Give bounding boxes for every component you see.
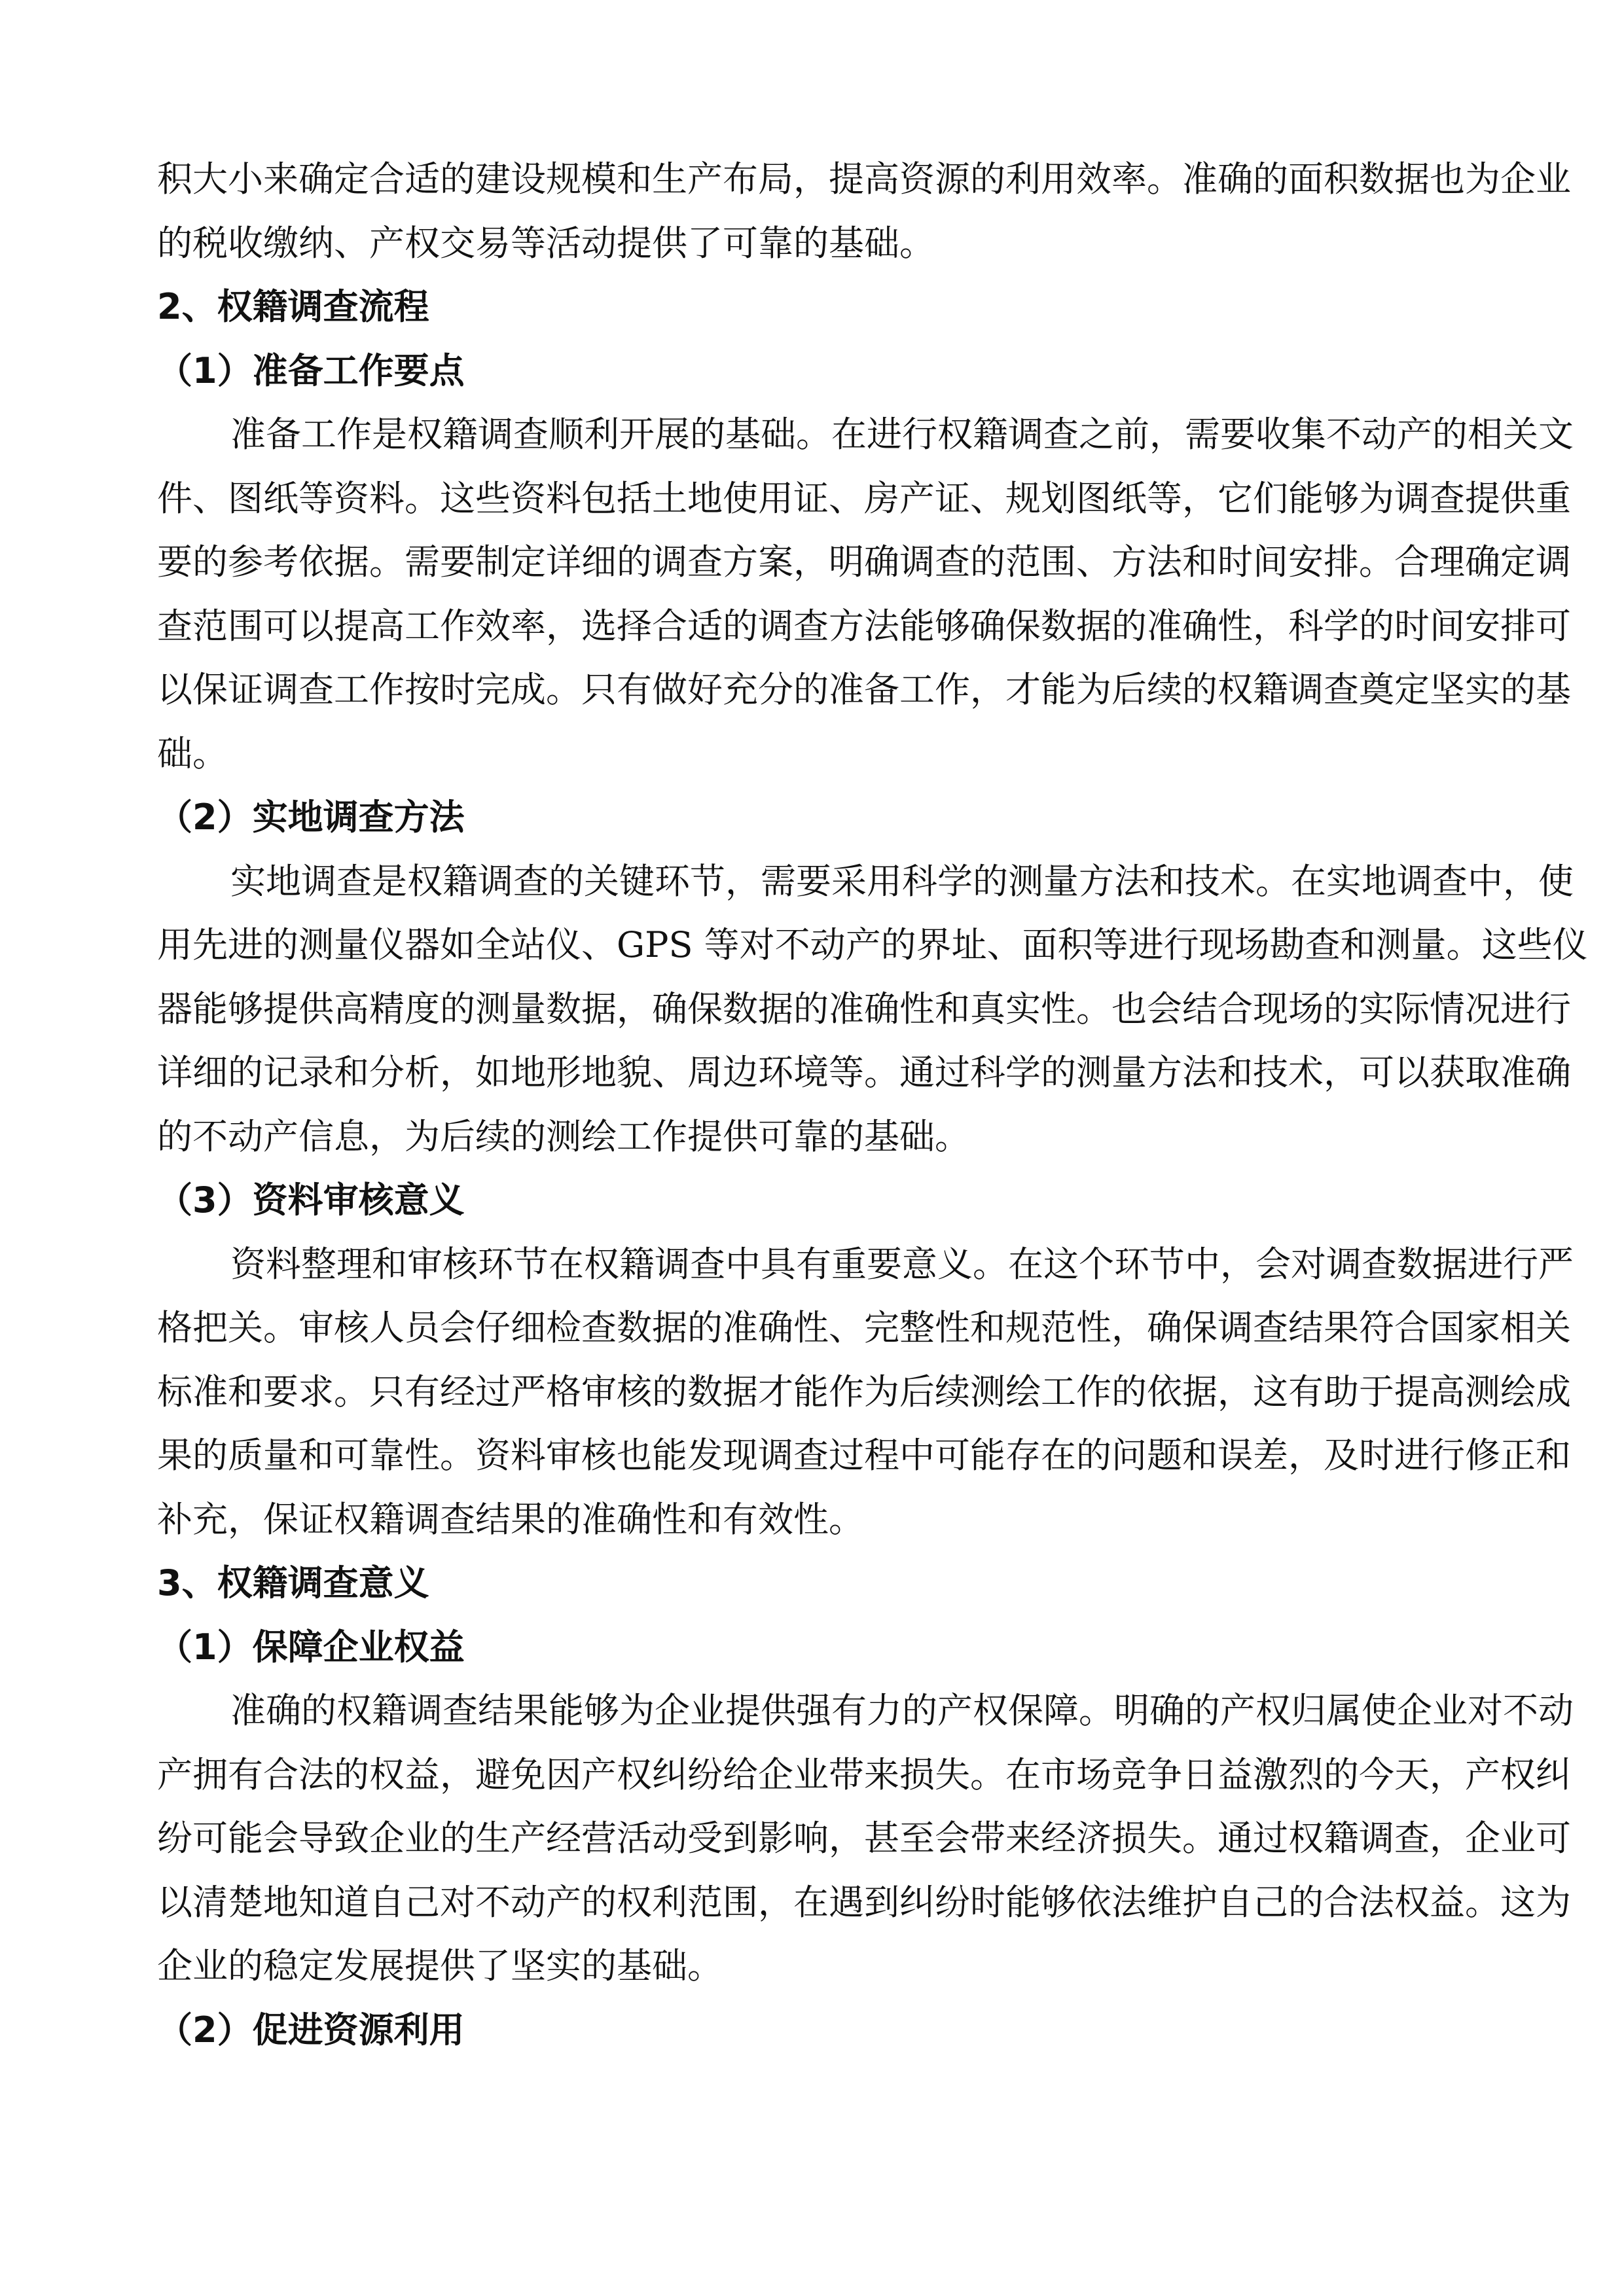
section-heading: 2、权籍调查流程 (157, 286, 429, 327)
paragraph-line: 的税收缴纳、产权交易等活动提供了可靠的基础。 (157, 222, 935, 264)
paragraph-line: 果的质量和可靠性。资料审核也能发现调查过程中可能存在的问题和误差，及时进行修正和 (157, 1435, 1571, 1476)
paragraph-line: 准确的权籍调查结果能够为企业提供强有力的产权保障。明确的产权归属使企业对不动 (230, 1690, 1574, 1731)
paragraph-line: 用先进的测量仪器如全站仪、GPS 等对不动产的界址、面积等进行现场勘查和测量。这些仪 (157, 924, 1588, 965)
subsection-heading: （1）保障企业权益 (157, 1626, 465, 1668)
paragraph (157, 1232, 1574, 1552)
paragraph-line: 标准和要求。只有经过严格审核的数据才能作为后续测绘工作的依据，这有助于提高测绘成 (157, 1371, 1571, 1412)
paragraph-line: 要的参考依据。需要制定详细的调查方案，明确调查的范围、方法和时间安排。合理确定调 (157, 541, 1571, 583)
paragraph-line: 纷可能会导致企业的生产经营活动受到影响，甚至会带来经济损失。通过权籍调查，企业可 (157, 1818, 1571, 1859)
document-page (157, 147, 1588, 2062)
paragraph-line: 补充，保证权籍调查结果的准确性和有效性。 (157, 1498, 864, 1540)
subsection-heading: （3）资料审核意义 (157, 1179, 465, 1221)
paragraph-line: 器能够提供高精度的测量数据，确保数据的准确性和真实性。也会结合现场的实际情况进行 (157, 988, 1571, 1030)
paragraph (157, 850, 1588, 1169)
paragraph-line: 础。 (157, 732, 228, 774)
paragraph-line: 积大小来确定合适的建设规模和生产布局，提高资源的利用效率。准确的面积数据也为企业 (157, 158, 1571, 200)
paragraph-line: 的不动产信息，为后续的测绘工作提供可靠的基础。 (157, 1115, 970, 1157)
paragraph-line: 格把关。审核人员会仔细检查数据的准确性、完整性和规范性，确保调查结果符合国家相关 (157, 1307, 1571, 1348)
subsection-heading: （2）实地调查方法 (157, 797, 465, 838)
paragraph-line: 实地调查是权籍调查的关键环节，需要采用科学的测量方法和技术。在实地调查中，使 (230, 860, 1574, 902)
paragraph-line: 详细的记录和分析，如地形地貌、周边环境等。通过科学的测量方法和技术，可以获取准确 (157, 1052, 1571, 1093)
paragraph-line: 查范围可以提高工作效率，选择合适的调查方法能够确保数据的准确性，科学的时间安排可 (157, 605, 1571, 647)
paragraph-line: 件、图纸等资料。这些资料包括土地使用证、房产证、规划图纸等，它们能够为调查提供重 (157, 477, 1571, 519)
paragraph-line: 准备工作是权籍调查顺利开展的基础。在进行权籍调查之前，需要收集不动产的相关文 (230, 414, 1574, 455)
paragraph-line: 资料整理和审核环节在权籍调查中具有重要意义。在这个环节中，会对调查数据进行严 (230, 1243, 1574, 1285)
paragraph (157, 147, 1571, 275)
paragraph (157, 1679, 1574, 1998)
paragraph-line: 产拥有合法的权益，避免因产权纠纷给企业带来损失。在市场竞争日益激烈的今天，产权纠 (157, 1753, 1571, 1795)
section-heading: 3、权籍调查意义 (157, 1562, 429, 1604)
paragraph-line: 以保证调查工作按时完成。只有做好充分的准备工作，才能为后续的权籍调查奠定坚实的基 (157, 669, 1571, 710)
paragraph (157, 403, 1574, 785)
paragraph-line: 以清楚地知道自己对不动产的权利范围，在遇到纠纷时能够依法维护自己的合法权益。这为 (157, 1881, 1571, 1923)
subsection-heading: （2）促进资源利用 (157, 2009, 465, 2051)
subsection-heading: （1）准备工作要点 (157, 350, 465, 391)
paragraph-line: 企业的稳定发展提供了坚实的基础。 (157, 1945, 723, 1986)
